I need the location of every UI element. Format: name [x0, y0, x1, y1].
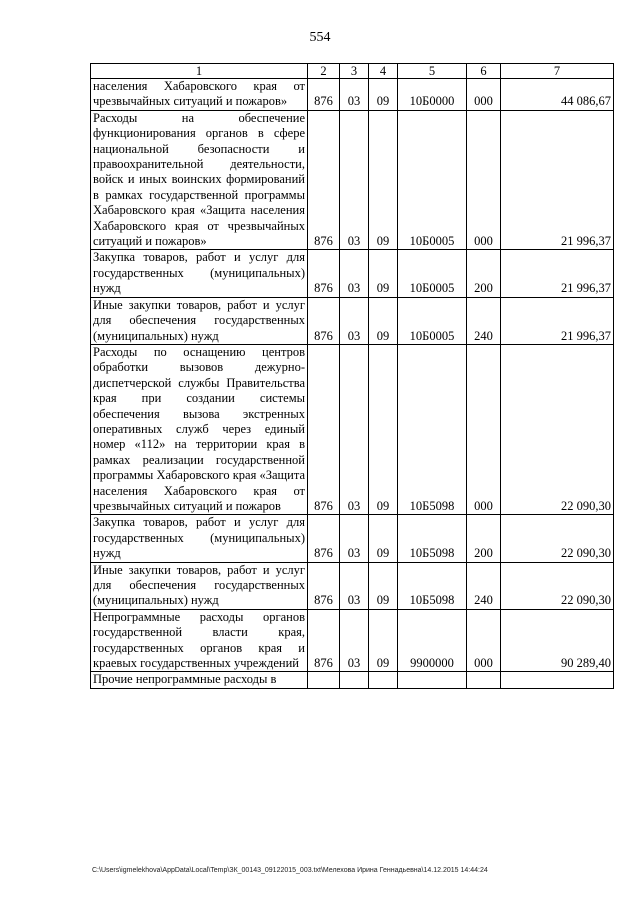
row-description: населения Хабаровского края от чрезвычайных ситуаций и пожаров» [91, 79, 308, 111]
cell-ministry: 876 [308, 515, 340, 562]
budget-table [90, 63, 614, 689]
cell-expense-type [467, 672, 501, 688]
table-row [91, 79, 614, 111]
cell-expense-type: 240 [467, 297, 501, 344]
table-row [91, 110, 614, 250]
cell-target-article: 10Б0005 [398, 110, 467, 250]
table-row [91, 344, 614, 514]
cell-expense-type: 200 [467, 515, 501, 562]
table-row [91, 515, 614, 562]
cell-expense-type: 000 [467, 609, 501, 672]
cell-section: 03 [340, 79, 369, 111]
cell-target-article: 10Б0000 [398, 79, 467, 111]
table-header-row [91, 64, 614, 79]
cell-amount: 90 289,40 [501, 609, 614, 672]
column-header: 1 [91, 64, 308, 79]
cell-subsection: 09 [369, 515, 398, 562]
cell-target-article: 10Б5098 [398, 562, 467, 609]
cell-amount: 22 090,30 [501, 562, 614, 609]
row-description: Иные закупки товаров, работ и услуг для обеспечения государственных (муниципальных) нужд [91, 297, 308, 344]
cell-section: 03 [340, 562, 369, 609]
cell-subsection: 09 [369, 344, 398, 514]
page-number: 554 [309, 30, 331, 45]
row-description: Расходы на обеспечение функционирования органов в сфере национальной безопасности и правоохранительной деятельности, войск и иных воинских формирований в рамках государственной программы Хабаровского края «Защита населения Хабаровского края от чрезвычайных ситуаций и пожаров» [91, 110, 308, 250]
table-row [91, 562, 614, 609]
row-description: Расходы по оснащению центров обработки вызовов дежурно-диспетчерской службы Правительства края при создании системы обеспечения вызова экстренных оперативных служб через единый номер «112» на территории края в рамках реализации государственной программы Хабаровского края «Защита населения Хабаровского края от чрезвычайных ситуаций и пожаров [91, 344, 308, 514]
cell-subsection: 09 [369, 609, 398, 672]
cell-amount [501, 672, 614, 688]
row-description: Прочие непрограммные расходы в [91, 672, 308, 688]
column-header: 6 [467, 64, 501, 79]
cell-section: 03 [340, 609, 369, 672]
cell-ministry: 876 [308, 344, 340, 514]
cell-target-article [398, 672, 467, 688]
row-description: Закупка товаров, работ и услуг для государственных (муниципальных) нужд [91, 250, 308, 297]
cell-expense-type: 200 [467, 250, 501, 297]
cell-amount: 22 090,30 [501, 515, 614, 562]
cell-section: 03 [340, 515, 369, 562]
cell-section: 03 [340, 297, 369, 344]
cell-ministry [308, 672, 340, 688]
table-row [91, 672, 614, 688]
cell-target-article: 10Б5098 [398, 515, 467, 562]
cell-ministry: 876 [308, 110, 340, 250]
cell-amount: 44 086,67 [501, 79, 614, 111]
cell-section: 03 [340, 344, 369, 514]
cell-subsection: 09 [369, 79, 398, 111]
row-description: Закупка товаров, работ и услуг для государственных (муниципальных) нужд [91, 515, 308, 562]
cell-amount: 21 996,37 [501, 110, 614, 250]
cell-subsection: 09 [369, 110, 398, 250]
column-header: 5 [398, 64, 467, 79]
cell-ministry: 876 [308, 79, 340, 111]
cell-ministry: 876 [308, 297, 340, 344]
column-header: 4 [369, 64, 398, 79]
cell-expense-type: 000 [467, 110, 501, 250]
column-header: 3 [340, 64, 369, 79]
cell-section [340, 672, 369, 688]
cell-target-article: 9900000 [398, 609, 467, 672]
table-row [91, 297, 614, 344]
cell-expense-type: 000 [467, 344, 501, 514]
cell-amount: 21 996,37 [501, 297, 614, 344]
cell-subsection: 09 [369, 250, 398, 297]
cell-target-article: 10Б5098 [398, 344, 467, 514]
document-footer-path: C:\Users\igmelekhova\AppData\Local\Temp\ЗК_00143_09122015_003.txt\Мелехова Ирина Геннадьевна\14.12.2015 14:44:24 [92, 867, 488, 874]
column-header: 7 [501, 64, 614, 79]
column-header: 2 [308, 64, 340, 79]
row-description: Непрограммные расходы органов государственной власти края, государственных органов края и краевых государственных учреждений [91, 609, 308, 672]
cell-subsection: 09 [369, 562, 398, 609]
cell-subsection [369, 672, 398, 688]
row-description: Иные закупки товаров, работ и услуг для обеспечения государственных (муниципальных) нужд [91, 562, 308, 609]
cell-target-article: 10Б0005 [398, 250, 467, 297]
cell-ministry: 876 [308, 562, 340, 609]
cell-expense-type: 000 [467, 79, 501, 111]
table-row [91, 609, 614, 672]
cell-ministry: 876 [308, 250, 340, 297]
cell-amount: 21 996,37 [501, 250, 614, 297]
cell-subsection: 09 [369, 297, 398, 344]
table-row [91, 250, 614, 297]
cell-ministry: 876 [308, 609, 340, 672]
cell-target-article: 10Б0005 [398, 297, 467, 344]
cell-amount: 22 090,30 [501, 344, 614, 514]
cell-section: 03 [340, 250, 369, 297]
cell-expense-type: 240 [467, 562, 501, 609]
cell-section: 03 [340, 110, 369, 250]
